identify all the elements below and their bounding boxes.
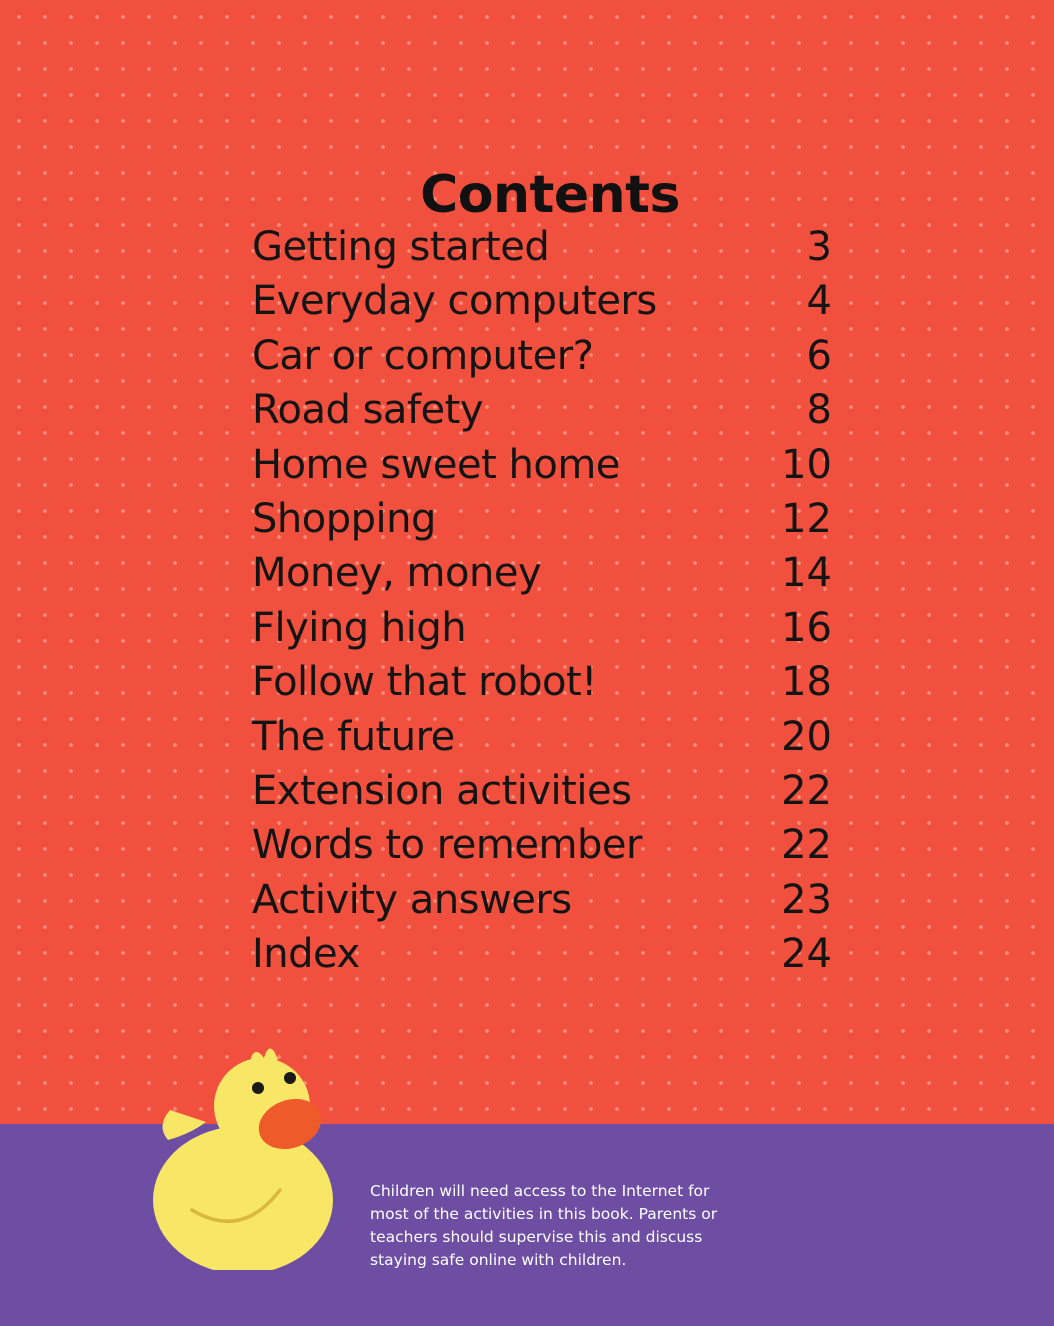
- toc-page-number: 20: [781, 713, 832, 760]
- toc-label: Car or computer?: [252, 332, 594, 379]
- toc-label: Follow that robot!: [252, 659, 597, 706]
- toc-page-number: 22: [781, 767, 832, 814]
- toc-page-number: 8: [806, 387, 832, 434]
- toc-row: [252, 278, 832, 332]
- toc-row: [252, 877, 832, 931]
- duck-eye-right: [284, 1072, 296, 1084]
- duck-tuft: [250, 1048, 278, 1062]
- toc-page-number: 12: [781, 495, 832, 542]
- toc-row: [252, 333, 832, 387]
- toc-page-number: 3: [806, 224, 832, 270]
- toc-page-number: 4: [806, 278, 832, 325]
- toc-label: Road safety: [252, 387, 483, 434]
- duck-eye-left: [252, 1082, 264, 1094]
- toc-row: [252, 224, 832, 278]
- duck-icon: [150, 1030, 350, 1270]
- toc-row: [252, 387, 832, 441]
- toc-row: [252, 442, 832, 496]
- toc-page-number: 16: [781, 604, 832, 651]
- toc-page-number: 6: [806, 332, 832, 379]
- toc-label: Home sweet home: [252, 441, 620, 488]
- toc-label: Shopping: [252, 495, 436, 542]
- toc-label: Money, money: [252, 550, 542, 597]
- internet-note: Children will need access to the Internet for most of the activities in this book. Parents or teachers should supervise this and discuss staying safe online with children.: [370, 1181, 718, 1269]
- toc-page-number: 23: [781, 876, 832, 923]
- toc-page-number: 22: [781, 822, 832, 869]
- toc-page-number: 24: [781, 931, 832, 978]
- toc-row: [252, 714, 832, 768]
- toc-label: Index: [252, 931, 360, 978]
- toc-label: Flying high: [252, 604, 467, 651]
- toc-label: Activity answers: [252, 876, 572, 923]
- toc-row: [252, 768, 832, 822]
- toc-row: [252, 931, 832, 985]
- toc-label: Everyday computers: [252, 278, 657, 325]
- page-title: Contents: [420, 164, 680, 225]
- toc-row: [252, 550, 832, 604]
- toc-page-number: 18: [781, 659, 832, 706]
- toc-row: [252, 822, 832, 876]
- toc-label: The future: [252, 713, 455, 760]
- toc-row: [252, 605, 832, 659]
- toc-label: Getting started: [252, 224, 550, 270]
- table-of-contents: [252, 224, 832, 985]
- toc-row: [252, 496, 832, 550]
- toc-label: Words to remember: [252, 822, 642, 869]
- toc-row: [252, 659, 832, 713]
- toc-page-number: 10: [781, 441, 832, 488]
- toc-label: Extension activities: [252, 767, 632, 814]
- toc-page-number: 14: [781, 550, 832, 597]
